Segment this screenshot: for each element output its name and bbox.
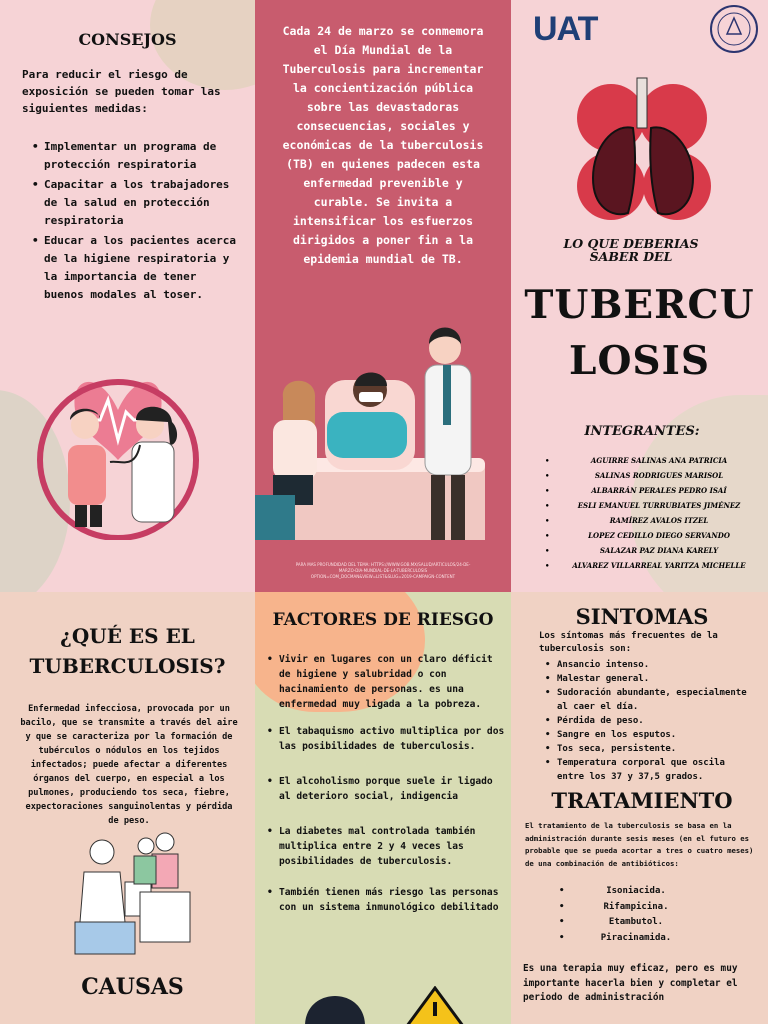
que-es-title-line2: TUBERCULOSIS? — [29, 654, 226, 678]
factores-list — [279, 652, 505, 915]
lungs-icon — [573, 68, 713, 228]
factores-title: FACTORES DE RIESGO — [272, 610, 494, 630]
list-item: • Vivir en lugares con un claro déficit de higiene y salubridad o con hacinamiento de personas. es una enfermedad muy ligada a la pobreza. — [279, 652, 505, 712]
factores-panel — [255, 592, 511, 1024]
list-item: • Ansancio intenso. — [557, 658, 757, 672]
drug-list — [571, 884, 701, 946]
tratamiento-text: El tratamiento de la tuberculosis se basa en la administración durante sesis meses (en el futuro es probable que se pueda acortar a tres o cuatro meses) de una combinación de antibióticos: — [525, 821, 754, 868]
list-item: • También tienen más riesgo las personas con un sistema inmunológico debilitado — [279, 885, 505, 915]
list-item: • Sudoración abundante, especialmente al caer el día. — [557, 686, 757, 714]
warning-icon — [405, 986, 465, 1024]
list-item: • La diabetes mal controlada también multiplica entre 2 y 4 veces las posibilidades de tuberculosis. — [279, 824, 505, 869]
list-item: • Rifampicina. — [571, 900, 701, 916]
list-item: • Implementar un programa de protección respiratoria — [44, 138, 240, 174]
list-item: • RAMÍREZ AVALOS ITZEL — [557, 516, 761, 525]
sintomas-list — [557, 658, 757, 784]
hospital-illustration — [255, 320, 511, 540]
list-item: • Malestar general. — [557, 672, 757, 686]
list-item: • Pérdida de peso. — [557, 714, 757, 728]
list-item: • Sangre en los esputos. — [557, 728, 757, 742]
list-item: • Tos seca, persistente. — [557, 742, 757, 756]
source-note: PARA MAS PROFUNDIDAD DEL TEMA: HTTPS://WWW.GOB.MX/SALUD/ARTICULOS/24-DE-MARZO-DIA-MUNDIAL-DE-LA-TUBERCULOSIS OPTION=COM_DOCMAN&VIEW=LIST&SLUG=2019-CAMPAIGN-CONTENT — [295, 562, 471, 579]
cover-title-line2: LOSIS — [569, 338, 710, 384]
list-item: • AGUIRRE SALINAS ANA PATRICIA — [557, 456, 761, 465]
list-item: • El tabaquismo activo multiplica por dos las posibilidades de tuberculosis. — [279, 724, 505, 754]
integrantes-title: INTEGRANTES: — [584, 424, 700, 439]
list-item: • SALINAS RODRIGUES MARISOL — [557, 471, 761, 480]
cover-panel — [511, 0, 768, 592]
sintomas-title: SINTOMAS — [575, 604, 709, 629]
consejos-panel — [0, 0, 255, 592]
cover-title-line1: TUBERCU — [524, 282, 755, 328]
list-item: • ESLI EMANUEL TURRUBIATES JIMÉNEZ — [557, 501, 761, 510]
list-item: • LOPEZ CEDILLO DIEGO SERVANDO — [557, 531, 761, 540]
tratamiento-closing: Es una terapia muy eficaz, pero es muy importante hacerla bien y completar el periodo de administración — [523, 963, 738, 1003]
que-es-title-line1: ¿QUÉ ES EL — [60, 624, 195, 648]
list-item: • Piracinamida. — [571, 931, 701, 947]
list-item: • ALBARRÁN PERALES PEDRO ISAÍ — [557, 486, 761, 495]
doctor-patient-illustration — [30, 350, 210, 540]
que-es-panel — [0, 592, 255, 1024]
list-item: • ALVAREZ VILLARREAL YARITZA MICHELLE — [557, 561, 761, 570]
sintomas-intro: Los síntomas más frecuentes de la tuberculosis son: — [539, 631, 718, 654]
causas-title: CAUSAS — [81, 974, 184, 1000]
uat-logo: UAT — [533, 10, 598, 48]
consejos-intro: Para reducir el riesgo de exposición se pueden tomar las siguientes medidas: — [22, 68, 221, 115]
que-es-text: Enfermedad infecciosa, provocada por un bacilo, que se transmite a través del aire y que se caracteriza por la formación de tubérculos o nódulos en los tejidos infectados; puede afectar a diferentes órganos del cuerpo, en especial a los pulmones, produciendo tos seca, fiebre, expectoraciones sanguinolentas y pérdida de peso. — [20, 704, 238, 826]
list-item: • El alcoholismo porque suele ir ligado al deterioro social, indigencia — [279, 774, 505, 804]
consultation-illustration — [70, 832, 200, 962]
dia-mundial-text: Cada 24 de marzo se conmemora el Día Mundial de la Tuberculosis para incrementar la concientización pública sobre las devastadoras consecuencias, sociales y económicas de la tuberculosis (TB) en quienes padecen esta enfermedad prevenible y curable. Se invita a intensificar los esfuerzos dirigidos a poner fin a la epidemia mundial de TB. — [282, 24, 484, 266]
dia-mundial-panel — [255, 0, 511, 592]
tratamiento-title: TRATAMIENTO — [551, 788, 733, 813]
person-head-icon — [295, 976, 375, 1024]
list-item: • Capacitar a los trabajadores de la salud en protección respiratoria — [44, 176, 240, 230]
list-item: • Etambutol. — [571, 915, 701, 931]
list-item: • SALAZAR PAZ DIANA KARELY — [557, 546, 761, 555]
consejos-title: CONSEJOS — [78, 30, 177, 49]
integrantes-list — [557, 456, 761, 570]
list-item: • Isoniacida. — [571, 884, 701, 900]
sintomas-panel — [511, 592, 768, 1024]
list-item: • Educar a los pacientes acerca de la higiene respiratoria y la importancia de tener buenos modales al toser. — [44, 232, 240, 304]
consejos-list — [44, 138, 240, 304]
cover-subtitle: LO QUE DEBERIAS SABER DEL — [563, 236, 699, 264]
list-item: • Temperatura corporal que oscila entre los 37 y 37,5 grados. — [557, 756, 757, 784]
seal-icon — [709, 4, 759, 54]
